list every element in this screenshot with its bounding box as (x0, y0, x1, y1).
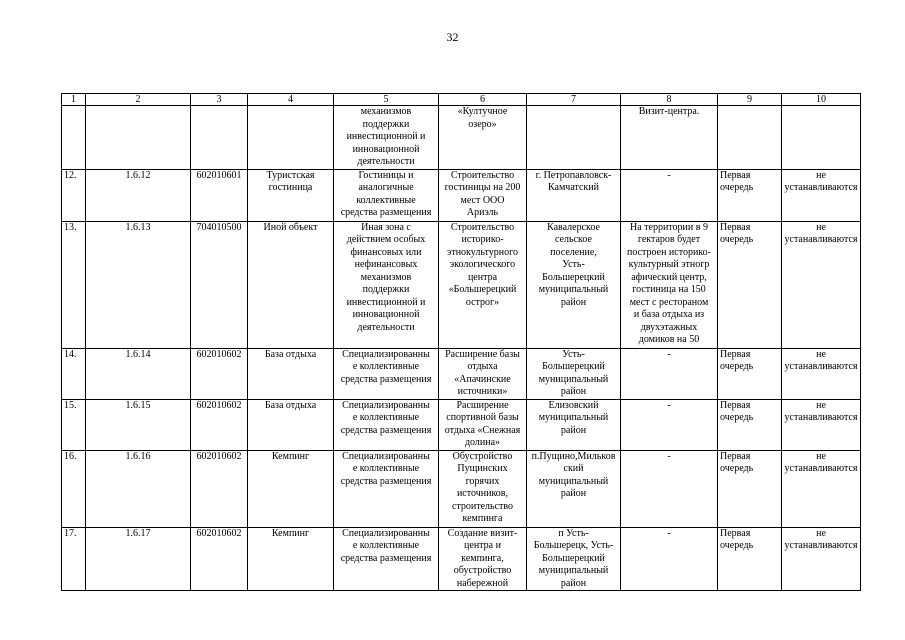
code-cell: 1.6.13 (86, 221, 191, 348)
purpose-cell: Специализированны е коллективные средства размещения (334, 450, 439, 527)
classifier-cell: 704010500 (191, 221, 248, 348)
object-type-cell: Иной объект (248, 221, 334, 348)
classifier-cell: 602010602 (191, 527, 248, 591)
stage-cell: Первая очередь (718, 527, 782, 591)
location-cell (527, 106, 621, 170)
stage-cell: Первая очередь (718, 399, 782, 450)
row-number-cell: 12. (62, 169, 86, 221)
characteristics-cell: - (621, 169, 718, 221)
row-number-cell: 17. (62, 527, 86, 591)
code-cell: 1.6.16 (86, 450, 191, 527)
table-row (62, 527, 861, 591)
table-row (62, 348, 861, 399)
characteristics-cell: - (621, 399, 718, 450)
stage-cell (718, 106, 782, 170)
object-type-cell: Кемпинг (248, 450, 334, 527)
location-cell: п Усть- Большерецк, Усть- Большерецкий муниципальный район (527, 527, 621, 591)
row-number-cell: 14. (62, 348, 86, 399)
location-cell: Кавалерское сельское поселение, Усть- Большерецкий муниципальный район (527, 221, 621, 348)
classifier-cell: 602010602 (191, 399, 248, 450)
zone-cell: не устанавливаются (782, 169, 861, 221)
stage-cell: Первая очередь (718, 348, 782, 399)
object-type-cell: Кемпинг (248, 527, 334, 591)
zone-cell (782, 106, 861, 170)
code-cell: 1.6.14 (86, 348, 191, 399)
name-cell: «Култучное озеро» (439, 106, 527, 170)
name-cell: Расширение базы отдыха «Апачинские источники» (439, 348, 527, 399)
header-cell: 5 (334, 94, 439, 106)
name-cell: Расширение спортивной базы отдыха «Снежная долина» (439, 399, 527, 450)
object-type-cell: Туристская гостиница (248, 169, 334, 221)
classifier-cell: 602010601 (191, 169, 248, 221)
header-cell: 2 (86, 94, 191, 106)
characteristics-cell: - (621, 348, 718, 399)
page-number: 32 (446, 30, 459, 44)
stage-cell: Первая очередь (718, 221, 782, 348)
characteristics-cell: - (621, 450, 718, 527)
purpose-cell: Специализированны е коллективные средства размещения (334, 348, 439, 399)
characteristics-cell: - (621, 527, 718, 591)
data-table (61, 93, 861, 591)
row-number-cell (62, 106, 86, 170)
classifier-cell: 602010602 (191, 348, 248, 399)
table-row (62, 169, 861, 221)
location-cell: Усть- Большерецкий муниципальный район (527, 348, 621, 399)
purpose-cell: механизмов поддержки инвестиционной и инновационной деятельности (334, 106, 439, 170)
purpose-cell: Специализированны е коллективные средства размещения (334, 527, 439, 591)
name-cell: Создание визит- центра и кемпинга, обустройство набережной (439, 527, 527, 591)
stage-cell: Первая очередь (718, 169, 782, 221)
header-cell: 6 (439, 94, 527, 106)
header-cell: 4 (248, 94, 334, 106)
zone-cell: не устанавливаются (782, 450, 861, 527)
classifier-cell (191, 106, 248, 170)
header-cell: 3 (191, 94, 248, 106)
purpose-cell: Специализированны е коллективные средства размещения (334, 399, 439, 450)
location-cell: г. Петропавловск- Камчатский (527, 169, 621, 221)
code-cell: 1.6.12 (86, 169, 191, 221)
row-number-cell: 16. (62, 450, 86, 527)
object-type-cell (248, 106, 334, 170)
code-cell: 1.6.17 (86, 527, 191, 591)
purpose-cell: Иная зона с действием особых финансовых или нефинансовых механизмов поддержки инвестиционной и инновационной деятельности (334, 221, 439, 348)
object-type-cell: База отдыха (248, 348, 334, 399)
row-number-cell: 13. (62, 221, 86, 348)
header-row (62, 94, 861, 106)
characteristics-cell: На территории в 9 гектаров будет построен историко- культурный этногр афический центр, гостиница на 150 мест с рестораном и база отдыха из двухэтажных домиков на 50 (621, 221, 718, 348)
table-row (62, 450, 861, 527)
zone-cell: не устанавливаются (782, 221, 861, 348)
purpose-cell: Гостиницы и аналогичные коллективные средства размещения (334, 169, 439, 221)
name-cell: Строительство гостиницы на 200 мест ООО Ариэль (439, 169, 527, 221)
location-cell: Елизовский муниципальный район (527, 399, 621, 450)
table-row (62, 106, 861, 170)
characteristics-cell: Визит-центра. (621, 106, 718, 170)
classifier-cell: 602010602 (191, 450, 248, 527)
table-row (62, 399, 861, 450)
header-cell: 10 (782, 94, 861, 106)
zone-cell: не устанавливаются (782, 527, 861, 591)
header-cell: 8 (621, 94, 718, 106)
location-cell: п.Пущино,Мильков ский муниципальный район (527, 450, 621, 527)
row-number-cell: 15. (62, 399, 86, 450)
header-cell: 9 (718, 94, 782, 106)
zone-cell: не устанавливаются (782, 348, 861, 399)
table-row (62, 221, 861, 348)
zone-cell: не устанавливаются (782, 399, 861, 450)
code-cell: 1.6.15 (86, 399, 191, 450)
object-type-cell: База отдыха (248, 399, 334, 450)
stage-cell: Первая очередь (718, 450, 782, 527)
header-cell: 7 (527, 94, 621, 106)
header-cell: 1 (62, 94, 86, 106)
name-cell: Строительство историко- этнокультурного экологического центра «Большерецкий острог» (439, 221, 527, 348)
code-cell (86, 106, 191, 170)
name-cell: Обустройство Пущинских горячих источников, строительство кемпинга (439, 450, 527, 527)
